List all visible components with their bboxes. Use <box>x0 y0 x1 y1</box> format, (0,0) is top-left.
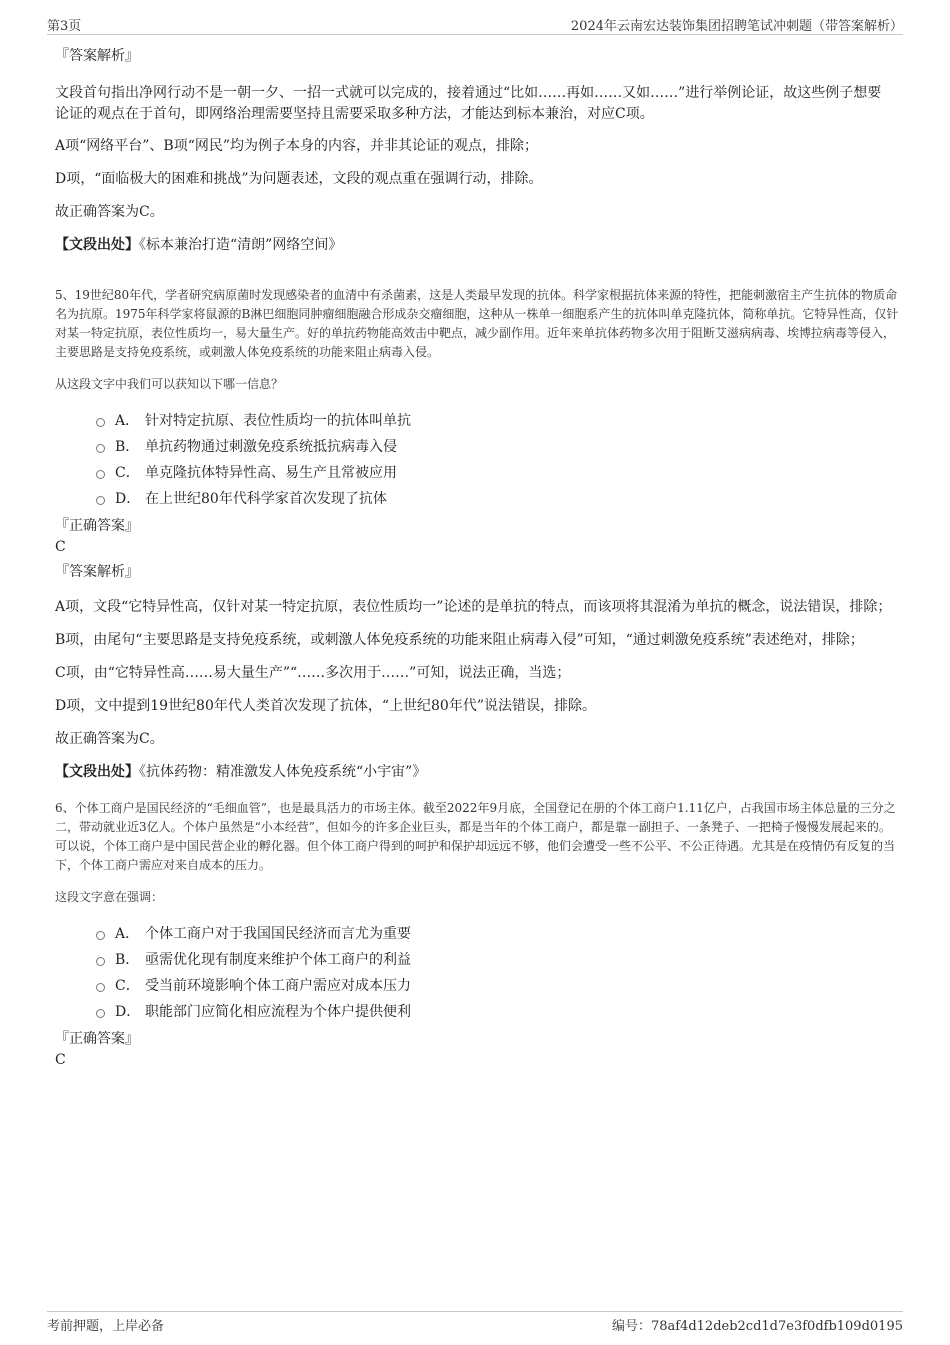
footer-slogan: 考前押题，上岸必备 <box>47 1319 165 1334</box>
radio-icon[interactable] <box>96 1009 105 1018</box>
source-title: 《标本兼治打造“清朗”网络空间》 <box>139 237 343 253</box>
analysis-label: 『答案解析』 <box>55 48 139 64</box>
answer-value: C <box>55 539 66 555</box>
source-label: 【文段出处】 <box>55 237 139 253</box>
question-5-options <box>96 408 900 512</box>
analysis-paragraph: 文段首句指出净网行动不是一朝一夕、一招一式就可以完成的，接着通过“比如……再如……又如……”进行举例论证，故这些例子想要论证的观点在于首句，即网络治理需要坚持且需要采取多种方法，才能达到标本兼治，对应C项。 <box>55 85 882 122</box>
answer-value: C <box>55 1052 66 1068</box>
analysis-paragraph: D项，“面临极大的困难和挑战”为问题表述，文段的观点重在强调行动，排除。 <box>55 171 543 187</box>
analysis-paragraph: A项，文段“它特异性高，仅针对某一特定抗原，表位性质均一”论述的是单抗的特点，而该项将其混淆为单抗的概念，说法错误，排除； <box>55 599 892 615</box>
radio-icon[interactable] <box>96 983 105 992</box>
radio-icon[interactable] <box>96 931 105 940</box>
source-line <box>55 762 900 783</box>
option-c[interactable]: C． 单克隆抗体特异性高、易生产且常被应用 <box>96 460 900 486</box>
analysis-paragraph: B项，由尾句“主要思路是支持免疫系统，或刺激人体免疫系统的功能来阻止病毒入侵”可知，“通过刺激免疫系统”表述绝对，排除； <box>55 632 864 648</box>
document-title: 2024年云南宏达装饰集团招聘笔试冲刺题（带答案解析） <box>570 19 903 34</box>
source-line <box>55 235 900 256</box>
page-footer <box>47 1311 903 1336</box>
page-content <box>55 40 900 1071</box>
option-d[interactable]: D． 职能部门应简化相应流程为个体户提供便利 <box>96 999 900 1025</box>
analysis-paragraph: 故正确答案为C。 <box>55 731 164 747</box>
question-5-prompt: 从这段文字中我们可以获知以下哪一信息？ <box>55 377 284 391</box>
question-6-passage: 6、个体工商户是国民经济的“毛细血管”，也是最具活力的市场主体。截至2022年9月底，全国登记在册的个体工商户1.11亿户，占我国市场主体总量的三分之二，带动就业近3亿人。个体户虽然是“小本经营”，但如今的许多企业巨头，都是当年的个体工商户，都是靠一副担子、一条凳子、一把椅子慢慢发展起来的。可以说，个体工商户是中国民营企业的孵化器。但个体工商户得到的呵护和保护却远远不够，他们会遭受一些不公平、不公正待遇。尤其是在疫情仍有反复的当下，个体工商户需应对来自成本的压力。 <box>55 801 896 872</box>
analysis-paragraph: D项，文中提到19世纪80年代人类首次发现了抗体，“上世纪80年代”说法错误，排除。 <box>55 698 596 714</box>
answer-label: 『正确答案』 <box>55 1031 139 1047</box>
page-header <box>47 12 903 35</box>
radio-icon[interactable] <box>96 470 105 479</box>
analysis-label: 『答案解析』 <box>55 564 139 580</box>
analysis-paragraph: 故正确答案为C。 <box>55 204 164 220</box>
radio-icon[interactable] <box>96 444 105 453</box>
option-d[interactable]: D． 在上世纪80年代科学家首次发现了抗体 <box>96 486 900 512</box>
analysis-paragraph: A项“网络平台”、B项“网民”均为例子本身的内容，并非其论证的观点，排除； <box>55 138 539 154</box>
question-5-passage: 5、19世纪80年代，学者研究病原菌时发现感染者的血清中有杀菌素，这是人类最早发现的抗体。科学家根据抗体来源的特性，把能刺激宿主产生抗体的物质命名为抗原。1975年科学家将鼠源的B淋巴细胞同肿瘤细胞融合形成杂交瘤细胞，这种从一株单一细胞系产生的抗体叫单克隆抗体，简称单抗。它特异性高，仅针对某一特定抗原，表位性质均一，易大量生产。好的单抗药物能高效击中靶点，减少副作用。近年来单抗体药物多次用于阻断艾滋病病毒、埃博拉病毒等侵入，主要思路是支持免疫系统，或刺激人体免疫系统的功能来阻止病毒入侵。 <box>55 288 899 359</box>
answer-label: 『正确答案』 <box>55 518 139 534</box>
option-a[interactable]: A． 针对特定抗原、表位性质均一的抗体叫单抗 <box>96 408 900 434</box>
question-6-prompt: 这段文字意在强调： <box>55 890 164 904</box>
radio-icon[interactable] <box>96 496 105 505</box>
source-label: 【文段出处】 <box>55 764 139 780</box>
analysis-paragraph: C项，由“它特异性高……易大量生产”“……多次用于……”可知，说法正确，当选； <box>55 665 571 681</box>
option-c[interactable]: C． 受当前环境影响个体工商户需应对成本压力 <box>96 973 900 999</box>
option-b[interactable]: B． 单抗药物通过刺激免疫系统抵抗病毒入侵 <box>96 434 900 460</box>
radio-icon[interactable] <box>96 957 105 966</box>
page-number: 第3页 <box>47 19 82 34</box>
radio-icon[interactable] <box>96 418 105 427</box>
option-b[interactable]: B． 亟需优化现有制度来维护个体工商户的利益 <box>96 947 900 973</box>
document-code: 编号：78af4d12deb2cd1d7e3f0dfb109d0195 <box>611 1319 903 1334</box>
option-a[interactable]: A． 个体工商户对于我国国民经济而言尤为重要 <box>96 921 900 947</box>
source-title: 《抗体药物：精准激发人体免疫系统“小宇宙”》 <box>139 764 427 780</box>
question-6-options <box>96 921 900 1025</box>
